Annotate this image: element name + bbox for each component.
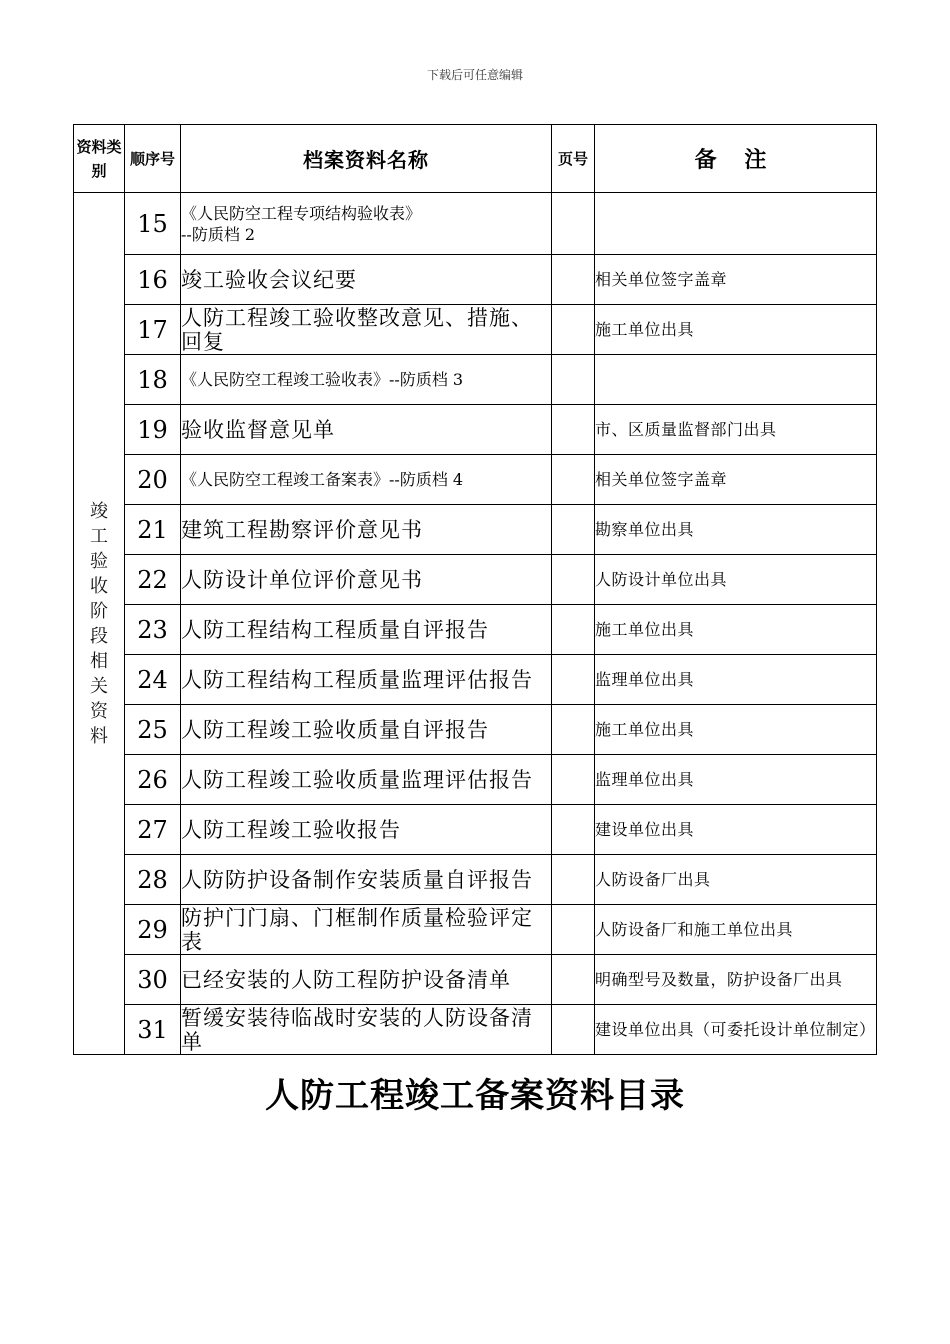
table-row: [74, 805, 877, 855]
page-cell: [552, 605, 595, 655]
page-cell: [552, 805, 595, 855]
note-cell: 人防设备厂出具: [595, 855, 877, 905]
note-cell: 人防设备厂和施工单位出具: [595, 905, 877, 955]
seq-cell: 24: [125, 655, 181, 705]
name-cell: 防护门门扇、门框制作质量检验评定表: [181, 905, 552, 955]
seq-cell: 15: [125, 193, 181, 255]
name-cell: 人防工程结构工程质量自评报告: [181, 605, 552, 655]
name-cell: 人防工程竣工验收整改意见、措施、回复: [181, 305, 552, 355]
seq-cell: 30: [125, 955, 181, 1005]
header-page: 页号: [552, 125, 595, 193]
table-row: [74, 405, 877, 455]
table-row: [74, 255, 877, 305]
category-cell: [74, 193, 125, 1055]
page-cell: [552, 555, 595, 605]
name-cell: 《人民防空工程竣工验收表》--防质档 3: [181, 355, 552, 405]
header-category: 资料类别: [74, 125, 125, 193]
seq-cell: 25: [125, 705, 181, 755]
seq-cell: 29: [125, 905, 181, 955]
name-cell: 竣工验收会议纪要: [181, 255, 552, 305]
table-header-row: [74, 125, 877, 193]
page-cell: [552, 855, 595, 905]
note-cell: 市、区质量监督部门出具: [595, 405, 877, 455]
seq-cell: 28: [125, 855, 181, 905]
page-cell: [552, 455, 595, 505]
note-cell: 勘察单位出具: [595, 505, 877, 555]
name-cell: 暂缓安装待临战时安装的人防设备清单: [181, 1005, 552, 1055]
header-seq: 顺序号: [125, 125, 181, 193]
table-row: [74, 705, 877, 755]
table-row: [74, 605, 877, 655]
note-cell: 人防设计单位出具: [595, 555, 877, 605]
page-cell: [552, 193, 595, 255]
table-row: [74, 455, 877, 505]
name-cell: 验收监督意见单: [181, 405, 552, 455]
table-row: [74, 755, 877, 805]
table-row: [74, 193, 877, 255]
archive-catalog-table: [73, 124, 877, 1055]
table-row: [74, 555, 877, 605]
seq-cell: 26: [125, 755, 181, 805]
table-row: [74, 955, 877, 1005]
page-cell: [552, 905, 595, 955]
seq-cell: 31: [125, 1005, 181, 1055]
note-cell: 明确型号及数量，防护设备厂出具: [595, 955, 877, 1005]
seq-cell: 16: [125, 255, 181, 305]
page-cell: [552, 705, 595, 755]
header-name: 档案资料名称: [181, 125, 552, 193]
note-cell: 监理单位出具: [595, 655, 877, 705]
header-note: 备 注: [595, 125, 877, 193]
name-cell: 人防工程结构工程质量监理评估报告: [181, 655, 552, 705]
table-row: [74, 305, 877, 355]
note-cell: [595, 193, 877, 255]
name-cell: 建筑工程勘察评价意见书: [181, 505, 552, 555]
table-body: [74, 193, 877, 1055]
name-cell: 已经安装的人防工程防护设备清单: [181, 955, 552, 1005]
table-row: [74, 855, 877, 905]
page-header-text: 下载后可任意编辑: [426, 68, 523, 82]
name-cell: 《人民防空工程竣工备案表》--防质档 4: [181, 455, 552, 505]
seq-cell: 23: [125, 605, 181, 655]
table-row: [74, 355, 877, 405]
table-row: [74, 505, 877, 555]
page-cell: [552, 505, 595, 555]
page-cell: [552, 655, 595, 705]
table-row: [74, 1005, 877, 1055]
page-cell: [552, 255, 595, 305]
page-cell: [552, 1005, 595, 1055]
table-row: [74, 905, 877, 955]
seq-cell: 17: [125, 305, 181, 355]
table-row: [74, 655, 877, 705]
document-title: 人防工程竣工备案资料目录: [265, 1076, 685, 1116]
name-cell: 人防工程竣工验收报告: [181, 805, 552, 855]
note-cell: 监理单位出具: [595, 755, 877, 805]
name-cell: 人防设计单位评价意见书: [181, 555, 552, 605]
page-cell: [552, 755, 595, 805]
note-cell: [595, 355, 877, 405]
page-cell: [552, 305, 595, 355]
note-cell: 建设单位出具（可委托设计单位制定）: [595, 1005, 877, 1055]
note-cell: 施工单位出具: [595, 605, 877, 655]
name-cell: 《人民防空工程专项结构验收表》 --防质档 2: [181, 193, 552, 255]
note-cell: 施工单位出具: [595, 305, 877, 355]
category-label: 竣工验收阶段相关资料: [90, 500, 108, 747]
name-cell: 人防工程竣工验收质量自评报告: [181, 705, 552, 755]
seq-cell: 19: [125, 405, 181, 455]
name-cell: 人防防护设备制作安装质量自评报告: [181, 855, 552, 905]
name-cell: 人防工程竣工验收质量监理评估报告: [181, 755, 552, 805]
seq-cell: 18: [125, 355, 181, 405]
seq-cell: 22: [125, 555, 181, 605]
note-cell: 相关单位签字盖章: [595, 455, 877, 505]
seq-cell: 20: [125, 455, 181, 505]
page-cell: [552, 405, 595, 455]
note-cell: 相关单位签字盖章: [595, 255, 877, 305]
page-cell: [552, 355, 595, 405]
note-cell: 建设单位出具: [595, 805, 877, 855]
seq-cell: 27: [125, 805, 181, 855]
seq-cell: 21: [125, 505, 181, 555]
page-cell: [552, 955, 595, 1005]
note-cell: 施工单位出具: [595, 705, 877, 755]
